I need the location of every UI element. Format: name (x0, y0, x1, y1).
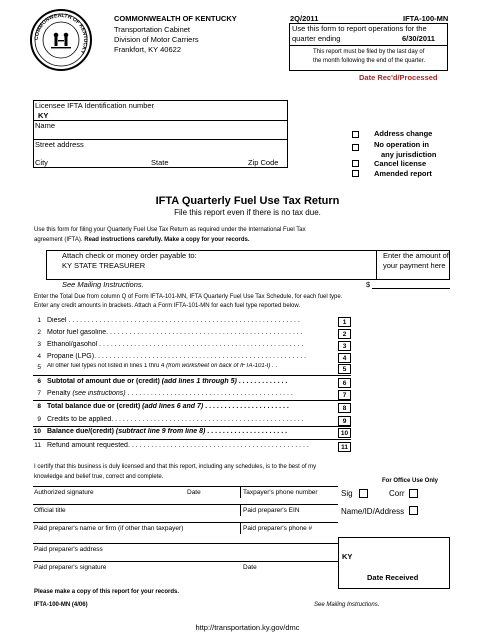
footer-mailing-note: See Mailing Instructions. (314, 602, 380, 608)
line-label: Credits to be applied. . . . . . . . . . . . . . . . . . . . . . . . . . . . . . . . . . . . . . . . . . . . . . . . . . (47, 416, 304, 423)
line-label-dots: . . (272, 363, 278, 369)
office-date-received: Date Received (367, 573, 419, 582)
official-title-label: Official title (34, 507, 66, 514)
seal-text: COMMONWEALTH OF KENTUCKY (33, 12, 89, 55)
address-change-label: Address change (374, 129, 433, 138)
line-label-dots: . . . . . . . . . . . . . (238, 378, 288, 385)
line-box[interactable]: 2 (338, 329, 351, 339)
svg-text:COMMONWEALTH OF KENTUCKY (34, 13, 88, 55)
line-label-text: Balance due/(credit) (47, 428, 114, 435)
use-line2: quarter ending (292, 34, 341, 43)
intro-line2 (34, 237, 250, 244)
line-label: Motor fuel gasoline. . . . . . . . . . . . . . . . . . . . . . . . . . . . . . . . . . . . . . . . . . . . . . . . . . . (47, 329, 303, 336)
office-use-heading: For Office Use Only (382, 478, 439, 484)
line-label-italic: (from worksheet on back of IFTA-101-I) (166, 363, 271, 369)
header-cabinet: Transportation Cabinet (114, 25, 191, 34)
line-number: 5 (37, 364, 41, 371)
line-label-italic: (subtract line 9 from line 8) (115, 428, 206, 435)
header-period: 2Q/2011 (290, 14, 319, 23)
authorized-signature-label: Authorized signature (34, 489, 94, 496)
line-label (47, 363, 335, 369)
enter-total-line2: Enter any credit amounts in brackets. Attach a Form IFTA-101-MN for each fuel type reported below. (34, 303, 301, 309)
payment-see-mailing: See Mailing Instructions. (62, 280, 144, 289)
payment-enter2: your payment here (383, 261, 446, 270)
line-box[interactable]: 7 (338, 390, 351, 400)
no-operation-checkbox[interactable] (352, 144, 359, 151)
office-sig-checkbox[interactable] (359, 489, 368, 498)
office-sig-label: Sig (341, 489, 353, 498)
zip-label: Zip Code (248, 158, 279, 167)
line-number: 4 (37, 353, 41, 360)
amended-report-checkbox[interactable] (352, 170, 359, 177)
line-label-text: Penalty (47, 390, 71, 397)
payment-enter1: Enter the amount of (383, 251, 449, 260)
line-label-text: All other fuel types not listed in lines 1 thru 4 (47, 363, 165, 369)
footer-form-number: IFTA-100-MN (4/06) (34, 602, 88, 608)
line-number: 7 (37, 390, 41, 397)
header-division: Division of Motor Carriers (114, 35, 199, 44)
line-label-text: Total balance due or (credit) (47, 403, 141, 410)
licensee-id-value[interactable]: KY (38, 111, 49, 120)
cancel-license-label: Cancel license (374, 159, 427, 168)
taxpayer-phone-label: Taxpayer's phone number (243, 489, 318, 496)
line-box[interactable]: 3 (338, 341, 351, 351)
no-operation-label: No operation in (374, 140, 429, 149)
line-label-dots: . . . . . . . . . . . . . . . . . . . . . (207, 428, 288, 435)
preparer-phone-label: Paid preparer's phone # (243, 525, 313, 532)
line-label-dots: . . . . . . . . . . . . . . . . . . . . . . . . . . . . . . . . . . . . . . . . . . . (127, 390, 293, 397)
line-box[interactable]: 5 (338, 364, 351, 374)
kentucky-seal-icon (29, 8, 93, 72)
payment-amount-line[interactable] (372, 288, 450, 289)
line-label: Propane (LPG). . . . . . . . . . . . . . . . . . . . . . . . . . . . . . . . . . . . . . . . . . . . . . . . . . . . . . . (47, 353, 307, 360)
office-name-id-label: Name/ID/Address (341, 507, 405, 516)
quarter-end: 6/30/2011 (402, 34, 435, 43)
line-label: Diesel . . . . . . . . . . . . . . . . . . . . . . . . . . . . . . . . . . . . . . . . . . . . . . . . . . . . . . . . . . . . (47, 317, 300, 324)
preparer-signature-label: Paid preparer's signature (34, 564, 107, 571)
line-label-italic: (add lines 6 and 7) (142, 403, 204, 410)
line-label-text: Subtotal of amount due or (credit) (47, 378, 160, 385)
line-box[interactable]: 8 (338, 403, 351, 413)
city-label: City (35, 158, 48, 167)
filing-note2: the month following the end of the quarter. (313, 58, 426, 64)
preparer-date-label: Date (243, 564, 257, 571)
header-org: COMMONWEALTH OF KENTUCKY (114, 14, 237, 23)
line-box[interactable]: 6 (338, 378, 351, 388)
line-number: 8 (37, 403, 41, 410)
line-number: 1 (37, 317, 41, 324)
certify-line2: knowledge and belief true, correct and complete. (34, 474, 164, 480)
no-operation-label-2: any jurisdiction (381, 150, 437, 159)
header-form-id: IFTA-100-MN (403, 14, 449, 23)
intro-line1: Use this form for filing your Quarterly Fuel Use Tax Return as required under the International Fuel Tax (34, 227, 306, 233)
line-label-italic: (see instructions) (72, 390, 126, 397)
payment-dollar-sign: $ (366, 280, 371, 289)
date-received-processed: Date Rec'd/Processed (359, 73, 438, 82)
line-label: Refund amount requested. . . . . . . . . . . . . . . . . . . . . . . . . . . . . . . . . . . . . . . . . . . . . . . (47, 442, 309, 449)
intro-line2b: Read instructions carefully. Make a copy for your records. (84, 237, 250, 243)
preparer-address-label: Paid preparer's address (34, 546, 103, 553)
footer-copy-note: Please make a copy of this report for your records. (34, 589, 180, 595)
page-title: IFTA Quarterly Fuel Use Tax Return (155, 195, 340, 207)
signature-date-label: Date (187, 489, 201, 496)
address-change-checkbox[interactable] (352, 131, 359, 138)
enter-total-line1: Enter the Total Due from column Q of Form IFTA-101-MN, IFTA Quarterly Fuel Use Tax Schedule, for each fuel type. (34, 294, 343, 300)
line-label (47, 390, 335, 397)
line-number: 9 (37, 416, 41, 423)
certify-line1: I certify that this business is duly licensed and that this report, including any schedules, is to the best of my (34, 464, 317, 470)
line-number: 10 (33, 428, 41, 435)
line-label (47, 403, 335, 410)
street-label: Street address (35, 140, 84, 149)
footer-url[interactable]: http://transportation.ky.gov/dmc (195, 623, 300, 632)
line-number: 2 (37, 329, 41, 336)
office-corr-checkbox[interactable] (409, 489, 418, 498)
page-subtitle: File this report even if there is no tax due. (174, 208, 321, 217)
name-label: Name (35, 121, 56, 130)
line-label-italic: (add lines 1 through 5) (161, 378, 237, 385)
line-box[interactable]: 11 (338, 442, 351, 452)
line-box[interactable]: 10 (338, 428, 351, 438)
state-label: State (151, 158, 169, 167)
use-line1: Use this form to report operations for the (292, 24, 427, 33)
line-number: 6 (37, 378, 41, 385)
line-label (47, 428, 335, 435)
filing-note1: This report must be filed by the last day of (313, 49, 425, 55)
header-city: Frankfort, KY 40622 (114, 45, 181, 54)
line-number: 3 (37, 341, 41, 348)
preparer-ein-label: Paid preparer's EIN (243, 507, 300, 514)
licensee-id-label: Licensee IFTA Identification number (35, 101, 155, 110)
cancel-license-checkbox[interactable] (352, 160, 359, 167)
intro-line2a: agreement (IFTA). (34, 237, 83, 243)
line-box[interactable]: 1 (338, 317, 351, 327)
office-corr-label: Corr (389, 489, 405, 498)
office-ky: KY (342, 552, 353, 561)
payment-attach2: KY STATE TREASURER (62, 261, 146, 270)
office-name-id-checkbox[interactable] (409, 506, 418, 515)
line-box[interactable]: 9 (338, 416, 351, 426)
line-label (47, 378, 335, 385)
preparer-name-label: Paid preparer's name or firm (if other than taxpayer) (34, 525, 184, 532)
line-label: Ethanol/gasohol . . . . . . . . . . . . . . . . . . . . . . . . . . . . . . . . . . . . . . . . . . . . . . . . . . . . . (47, 341, 304, 348)
line-number: 11 (34, 442, 41, 449)
line-box[interactable]: 4 (338, 353, 351, 363)
payment-attach1: Attach check or money order payable to: (62, 251, 197, 260)
amended-report-label: Amended report (374, 169, 432, 178)
line-label-dots: . . . . . . . . . . . . . . . . . . . . . . (205, 403, 289, 410)
